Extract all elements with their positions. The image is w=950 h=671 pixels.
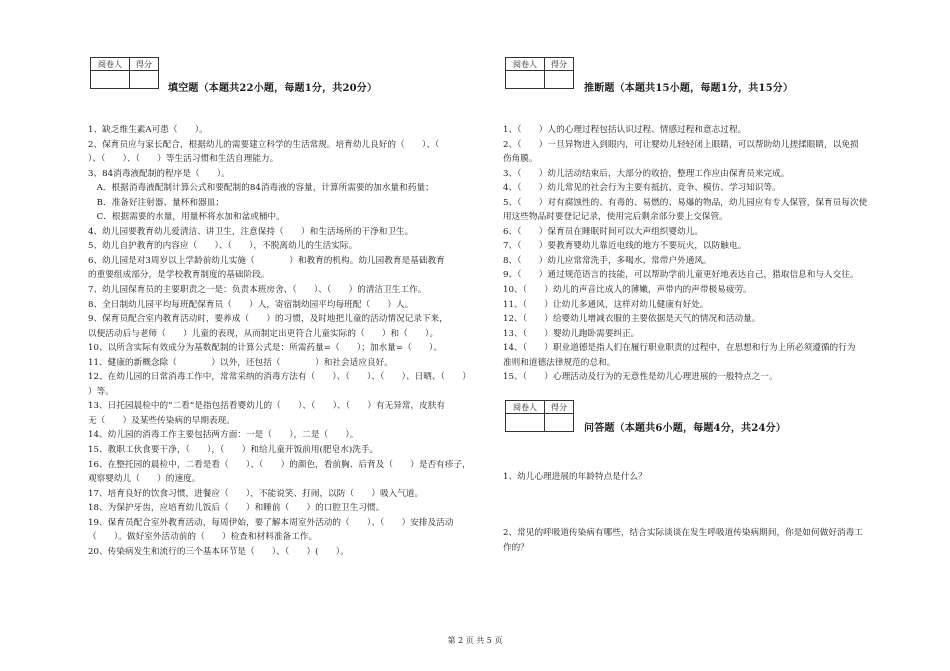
- question-line: 15、教职工伙食要干净，（ ），（ ）和给儿童开饭前用(肥皂水)洗手。: [88, 445, 379, 456]
- question-line: 3、84消毒液配制的程序是（ ）。: [88, 168, 230, 179]
- question-line: ）等。: [88, 386, 114, 397]
- question-line: 准则和道德法律规范的总和。: [503, 357, 616, 368]
- question-line: 16、在整托园的晨检中，二看是看（ ）、（ ）的颜色，看前胸、后背及（ ）是否有疹子，: [88, 459, 471, 470]
- grader-cell: [91, 71, 130, 89]
- qa-question-1: 1、幼儿心理进展的年龄特点是什么？: [503, 472, 647, 482]
- question-line: 17、培育良好的饮食习惯，进餐应（ ），不能说笑、打闹，以防（ ）吸入气道。: [88, 488, 424, 499]
- question-line: 14、（ ）职业道德是指人们在履行职业职责的过程中，在思想和行为上所必须遵循的行为: [503, 343, 856, 354]
- score-label: 得分: [545, 401, 574, 414]
- question-line: 伤角膜。: [503, 154, 538, 165]
- grader-cell: [506, 414, 545, 432]
- question-line: ）、（ ）、（ ）等生活习惯和生活自理能力。: [88, 154, 279, 165]
- score-box: [90, 57, 159, 89]
- question-line: 10、以所含实际有效成分为基数配制的计算公式是：所需药量=（ ）；加水量=（ ）。: [88, 343, 443, 354]
- score-cell: [130, 71, 159, 89]
- question-line: 12、在幼儿园的日常消毒工作中，常常采纳的消毒方法有（ ）、（ ）、（ ）、日晒、（ ）: [88, 372, 471, 383]
- qa-question-2: 2、常见的呼吸道传染病有哪些，结合实际谈谈在发生呼吸道传染病期间，你是如何做好消毒工作的？: [503, 528, 863, 553]
- question-line: 13、日托园晨检中的“二看”是指包括看婴幼儿的（ ）、（ ）、（ ）有无异常，皮肤有: [88, 401, 446, 412]
- question-line: 以便活动后与老师（ ）儿童的表现，从而制定出更符合儿童实际的（ ）和（ ）。: [88, 328, 439, 339]
- question-line: 11、健康的新概念除（ ）以外，还包括（ ）和社会适应良好。: [88, 357, 393, 368]
- section-title-judgement: 推断题（本题共15小题，每题1分，共15分）: [584, 83, 794, 94]
- grader-label: 阅卷人: [506, 58, 545, 71]
- question-line: 1、（ ）人的心理过程包括认识过程、情感过程和意志过程。: [503, 125, 747, 135]
- question-line: 无（ ）及某些传染病的早期表现。: [88, 415, 235, 426]
- question-line: 9、（ ）通过规范语言的技能，可以帮助学前儿童更好地表达自己，猎取信息和与人交往。: [503, 270, 859, 281]
- question-line: B．准备好注射器、量杯和器皿；: [88, 197, 225, 208]
- question-line: 4、（ ）幼儿常见的社会行为主要有抵抗、竞争、模仿、学习知识等。: [503, 183, 781, 194]
- question-line: 12、（ ）给婴幼儿增减衣服的主要依据是天气的情况和活动量。: [503, 314, 761, 325]
- question-line: （ ）。做好室外活动前的（ ）检查和材料准备工作。: [88, 532, 318, 543]
- question-line: 7、幼儿园保育员的主要职责之一是：负责本班房舍、（ ）、（ ）的清洁卫生工作。: [88, 285, 427, 296]
- question-line: 1、缺乏维生素A可患（ ）。: [88, 125, 208, 135]
- fill-blank-questions: [88, 123, 488, 559]
- grader-label: 阅卷人: [506, 401, 545, 414]
- question-line: C．根据需要的水量，用量杯将水加和盆或桶中。: [88, 212, 285, 223]
- score-box: [505, 57, 574, 89]
- section-title-qa: 问答题（本题共6小题，每题4分，共24分）: [584, 423, 787, 434]
- question-line: 20、传染病发生和流行的三个基本环节是（ ）、（ ）( ）。: [88, 546, 349, 557]
- question-line: 8、全日制幼儿园平均每班配保育员（ ）人，寄宿制幼园平均每班配（ ）人。: [88, 299, 414, 310]
- score-label: 得分: [130, 58, 159, 71]
- score-box: [505, 400, 574, 432]
- question-line: 13、（ ）婴幼儿跑卧需要纠正。: [503, 328, 640, 339]
- section-title-fill-blank: 填空题（本题共22小题，每题1分，共20分）: [168, 83, 378, 94]
- question-line: 7、（ ）要教育婴幼儿靠近电线的地方不要玩火，以防触电。: [503, 241, 747, 252]
- question-line: 2、保育员应与家长配合，根据幼儿的需要建立科学的生活常规。培育幼儿良好的（ ）、（: [88, 139, 440, 150]
- page-number: 第 2 页 共 5 页: [447, 636, 503, 645]
- question-line: 11、（ ）让幼儿多通风，这样对幼儿健康有好处。: [503, 299, 709, 310]
- question-line: A．根据消毒液配制计算公式和要配制的84消毒液的容量，计算所需要的加水量和药量；: [88, 183, 434, 194]
- question-line: 4、幼儿园要教育幼儿爱清洁、讲卫生，注意保持（ ）和生活场所的干净和卫生。: [88, 226, 414, 237]
- question-line: 18、为保护牙齿，应培育幼儿饭后（ ）和睡前（ ）的口腔卫生习惯。: [88, 503, 385, 514]
- judgement-questions: [503, 123, 875, 385]
- question-line: 5、幼儿自护教育的内容应（ ）、（ ），不脱离幼儿的生活实际。: [88, 241, 358, 252]
- question-line: 9、保育员配合室内教育活动时，要养成（ ）的习惯，及时地把儿童的活动情况记录下来，: [88, 314, 448, 325]
- question-line: 6、（ ）保育员在睡眠时间可以大声组织婴幼儿。: [503, 226, 704, 237]
- question-line: 15、（ ）心理活动及行为的无意性是幼儿心理进展的一般特点之一。: [503, 372, 778, 383]
- question-line: 3、（ ）幼儿活动结束后，大部分的收拾，整理工作应由保育员来完成。: [503, 168, 790, 179]
- grader-label: 阅卷人: [91, 58, 130, 71]
- question-line: 10、（ ）幼儿的声音比成人的薄嫩，声带内的声带极易疲劳。: [503, 285, 752, 296]
- question-line: 6、幼儿园是对3周岁以上学龄前幼儿实施（ ）和教育的机构。幼儿园教育是基础教育: [88, 255, 445, 266]
- question-line: 观察婴幼儿（ ）的速度。: [88, 474, 201, 485]
- question-line: 8、（ ）幼儿应常常洗手，多喝水、常带户外通风。: [503, 255, 712, 266]
- grader-cell: [506, 71, 545, 89]
- score-label: 得分: [545, 58, 574, 71]
- question-line: 19、保育员配合室外教育活动，每周伊始，要了解本周室外活动的（ ）、（ ）安排及活动: [88, 517, 454, 528]
- question-line: 的重要组成部分，是学校教育制度的基础阶段。: [88, 270, 270, 281]
- score-cell: [545, 71, 574, 89]
- question-line: 14、幼儿园的消毒工作主要包括两方面：一是（ ），二是（ ）。: [88, 430, 359, 441]
- question-line: 用这些物品时要登记记录，使用完后剩余部分要上交保管。: [503, 212, 728, 223]
- question-line: 2、（ ）一旦异物进入到眼内，可让婴幼儿轻轻闭上眼睛，可以帮助幼儿搓揉眼睛，以免损: [503, 139, 859, 150]
- score-cell: [545, 414, 574, 432]
- question-line: 5、（ ）对有腐蚀性的、有毒的、易燃的、易爆的物品，幼儿园应有专人保管，保育员每次使: [503, 197, 868, 208]
